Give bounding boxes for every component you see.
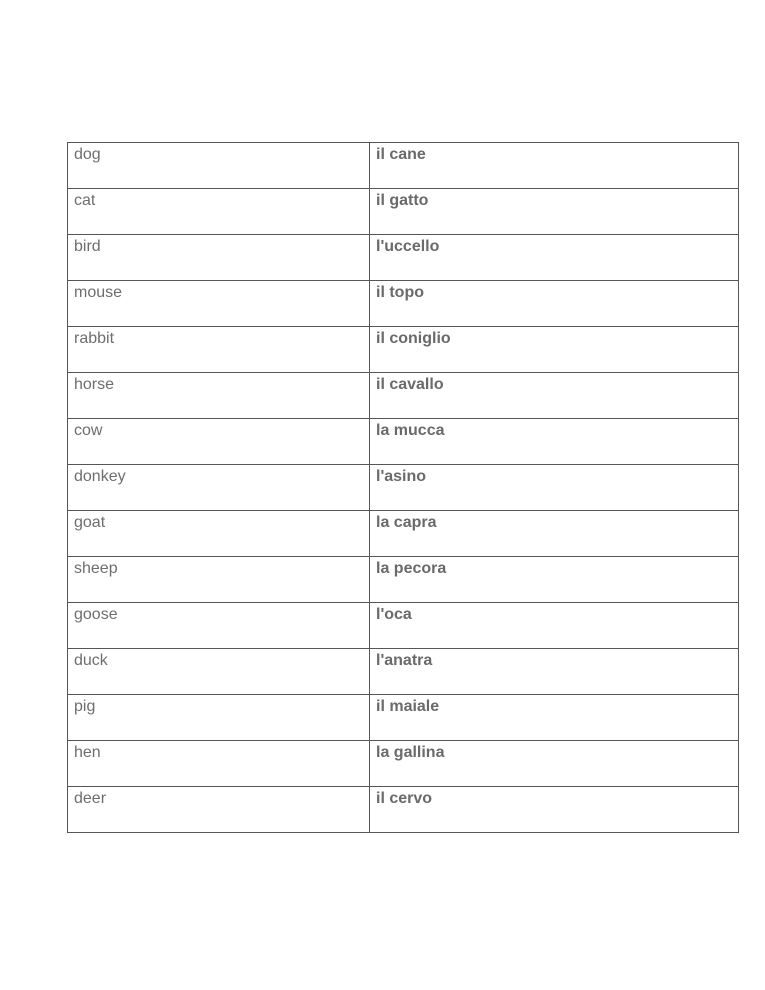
english-word: goat (68, 511, 370, 557)
italian-word: la pecora (370, 557, 739, 603)
table-row (68, 649, 739, 695)
table-row (68, 235, 739, 281)
english-word: deer (68, 787, 370, 833)
english-word: duck (68, 649, 370, 695)
italian-word: l'uccello (370, 235, 739, 281)
table-row (68, 787, 739, 833)
english-word: donkey (68, 465, 370, 511)
table-row (68, 511, 739, 557)
italian-word: la capra (370, 511, 739, 557)
italian-word: il coniglio (370, 327, 739, 373)
italian-word: la gallina (370, 741, 739, 787)
italian-word: il cavallo (370, 373, 739, 419)
english-word: horse (68, 373, 370, 419)
english-word: pig (68, 695, 370, 741)
table-row (68, 695, 739, 741)
table-row (68, 281, 739, 327)
english-word: bird (68, 235, 370, 281)
english-word: hen (68, 741, 370, 787)
italian-word: il gatto (370, 189, 739, 235)
vocabulary-table (67, 142, 739, 833)
english-word: cow (68, 419, 370, 465)
italian-word: l'asino (370, 465, 739, 511)
italian-word: la mucca (370, 419, 739, 465)
english-word: mouse (68, 281, 370, 327)
english-word: sheep (68, 557, 370, 603)
table-row (68, 419, 739, 465)
italian-word: il maiale (370, 695, 739, 741)
table-row (68, 557, 739, 603)
table-row (68, 373, 739, 419)
italian-word: l'oca (370, 603, 739, 649)
table-row (68, 741, 739, 787)
table-row (68, 189, 739, 235)
italian-word: il topo (370, 281, 739, 327)
table-row (68, 465, 739, 511)
italian-word: il cane (370, 143, 739, 189)
english-word: rabbit (68, 327, 370, 373)
table-row (68, 327, 739, 373)
english-word: goose (68, 603, 370, 649)
italian-word: l'anatra (370, 649, 739, 695)
italian-word: il cervo (370, 787, 739, 833)
english-word: cat (68, 189, 370, 235)
table-row (68, 143, 739, 189)
english-word: dog (68, 143, 370, 189)
table-row (68, 603, 739, 649)
